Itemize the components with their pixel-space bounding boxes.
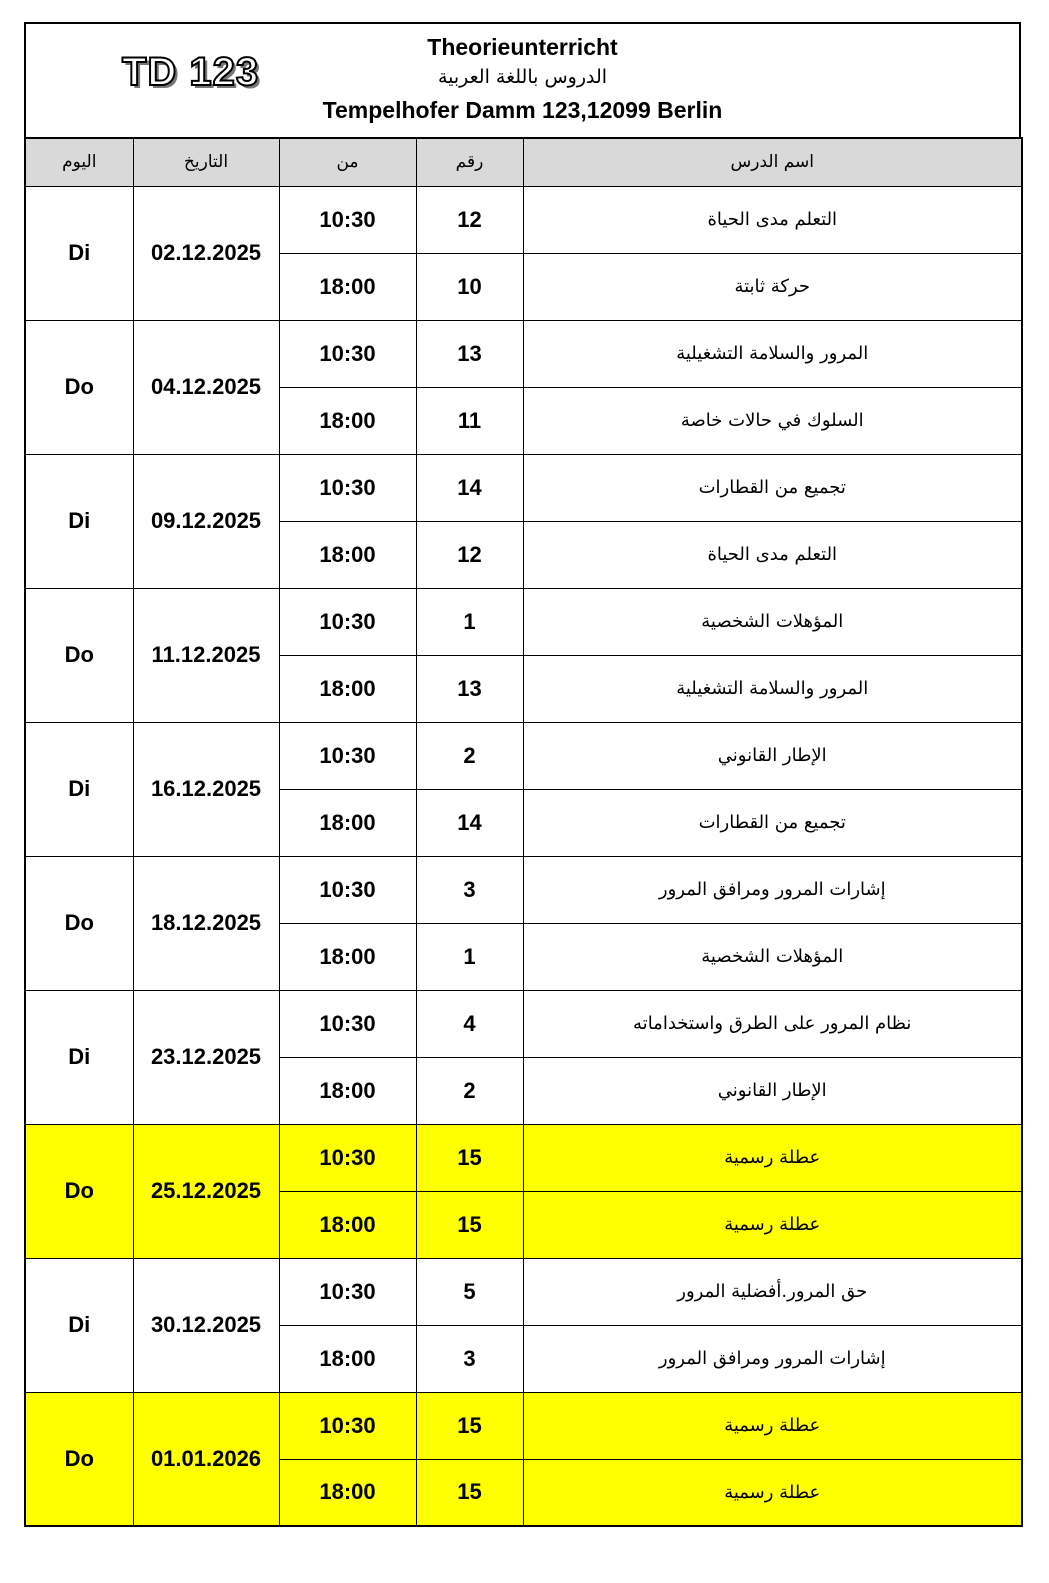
document-title: Theorieunterricht — [427, 34, 618, 60]
lesson-name-cell: المرور والسلامة التشغيلية — [523, 655, 1022, 722]
lesson-name-cell: التعلم مدى الحياة — [523, 521, 1022, 588]
table-row — [25, 722, 1022, 789]
document-header — [24, 22, 1021, 137]
day-cell: Do — [25, 320, 133, 454]
time-cell: 10:30 — [279, 1392, 416, 1459]
document-subtitle: الدروس باللغة العربية — [437, 66, 608, 88]
number-cell: 13 — [416, 320, 523, 387]
time-cell: 10:30 — [279, 320, 416, 387]
day-cell: Di — [25, 722, 133, 856]
column-header-time: من — [279, 138, 416, 186]
logo: TD 123 — [122, 50, 260, 94]
number-cell: 15 — [416, 1124, 523, 1191]
date-cell: 18.12.2025 — [133, 856, 279, 990]
table-body — [25, 186, 1022, 1526]
time-cell: 18:00 — [279, 789, 416, 856]
date-cell: 04.12.2025 — [133, 320, 279, 454]
time-cell: 10:30 — [279, 454, 416, 521]
time-cell: 18:00 — [279, 1325, 416, 1392]
table-row — [25, 1392, 1022, 1459]
lesson-name-cell: المؤهلات الشخصية — [523, 588, 1022, 655]
number-cell: 14 — [416, 454, 523, 521]
number-cell: 15 — [416, 1392, 523, 1459]
time-cell: 10:30 — [279, 722, 416, 789]
date-cell: 11.12.2025 — [133, 588, 279, 722]
number-cell: 13 — [416, 655, 523, 722]
lesson-name-cell: عطلة رسمية — [523, 1392, 1022, 1459]
table-row — [25, 990, 1022, 1057]
day-cell: Do — [25, 856, 133, 990]
number-cell: 2 — [416, 722, 523, 789]
number-cell: 14 — [416, 789, 523, 856]
day-cell: Di — [25, 990, 133, 1124]
number-cell: 4 — [416, 990, 523, 1057]
column-header-number: رقم — [416, 138, 523, 186]
lesson-name-cell: عطلة رسمية — [523, 1459, 1022, 1526]
table-row — [25, 1124, 1022, 1191]
time-cell: 18:00 — [279, 655, 416, 722]
lesson-name-cell: المؤهلات الشخصية — [523, 923, 1022, 990]
lesson-name-cell: حركة ثابتة — [523, 253, 1022, 320]
table-row — [25, 588, 1022, 655]
time-cell: 10:30 — [279, 1258, 416, 1325]
table-row — [25, 186, 1022, 253]
lesson-name-cell: الإطار القانوني — [523, 722, 1022, 789]
lesson-name-cell: عطلة رسمية — [523, 1124, 1022, 1191]
day-cell: Di — [25, 186, 133, 320]
time-cell: 18:00 — [279, 1191, 416, 1258]
number-cell: 1 — [416, 588, 523, 655]
schedule-sheet — [24, 22, 1021, 1527]
lesson-name-cell: عطلة رسمية — [523, 1191, 1022, 1258]
time-cell: 18:00 — [279, 1057, 416, 1124]
time-cell: 18:00 — [279, 387, 416, 454]
number-cell: 12 — [416, 521, 523, 588]
date-cell: 16.12.2025 — [133, 722, 279, 856]
date-cell: 02.12.2025 — [133, 186, 279, 320]
day-cell: Do — [25, 1392, 133, 1526]
number-cell: 3 — [416, 1325, 523, 1392]
table-row — [25, 454, 1022, 521]
time-cell: 18:00 — [279, 521, 416, 588]
column-header-date: التاريخ — [133, 138, 279, 186]
number-cell: 10 — [416, 253, 523, 320]
time-cell: 18:00 — [279, 1459, 416, 1526]
date-cell: 23.12.2025 — [133, 990, 279, 1124]
table-row — [25, 856, 1022, 923]
lesson-name-cell: نظام المرور على الطرق واستخداماته — [523, 990, 1022, 1057]
time-cell: 10:30 — [279, 186, 416, 253]
time-cell: 18:00 — [279, 923, 416, 990]
column-header-day: اليوم — [25, 138, 133, 186]
lesson-name-cell: إشارات المرور ومرافق المرور — [523, 1325, 1022, 1392]
day-cell: Di — [25, 454, 133, 588]
lesson-name-cell: الإطار القانوني — [523, 1057, 1022, 1124]
number-cell: 2 — [416, 1057, 523, 1124]
date-cell: 30.12.2025 — [133, 1258, 279, 1392]
column-header-lesson: اسم الدرس — [523, 138, 1022, 186]
table-header-row — [25, 138, 1022, 186]
table-row — [25, 320, 1022, 387]
date-cell: 25.12.2025 — [133, 1124, 279, 1258]
number-cell: 15 — [416, 1191, 523, 1258]
schedule-table — [24, 137, 1023, 1527]
number-cell: 1 — [416, 923, 523, 990]
number-cell: 3 — [416, 856, 523, 923]
number-cell: 12 — [416, 186, 523, 253]
address: Tempelhofer Damm 123,12099 Berlin — [322, 97, 723, 123]
time-cell: 10:30 — [279, 1124, 416, 1191]
day-cell: Do — [25, 588, 133, 722]
time-cell: 18:00 — [279, 253, 416, 320]
lesson-name-cell: إشارات المرور ومرافق المرور — [523, 856, 1022, 923]
date-cell: 09.12.2025 — [133, 454, 279, 588]
number-cell: 5 — [416, 1258, 523, 1325]
lesson-name-cell: تجميع من القطارات — [523, 454, 1022, 521]
day-cell: Di — [25, 1258, 133, 1392]
number-cell: 15 — [416, 1459, 523, 1526]
lesson-name-cell: حق المرور.أفضلية المرور — [523, 1258, 1022, 1325]
lesson-name-cell: تجميع من القطارات — [523, 789, 1022, 856]
number-cell: 11 — [416, 387, 523, 454]
lesson-name-cell: المرور والسلامة التشغيلية — [523, 320, 1022, 387]
lesson-name-cell: التعلم مدى الحياة — [523, 186, 1022, 253]
day-cell: Do — [25, 1124, 133, 1258]
time-cell: 10:30 — [279, 856, 416, 923]
lesson-name-cell: السلوك في حالات خاصة — [523, 387, 1022, 454]
time-cell: 10:30 — [279, 990, 416, 1057]
date-cell: 01.01.2026 — [133, 1392, 279, 1526]
table-row — [25, 1258, 1022, 1325]
time-cell: 10:30 — [279, 588, 416, 655]
